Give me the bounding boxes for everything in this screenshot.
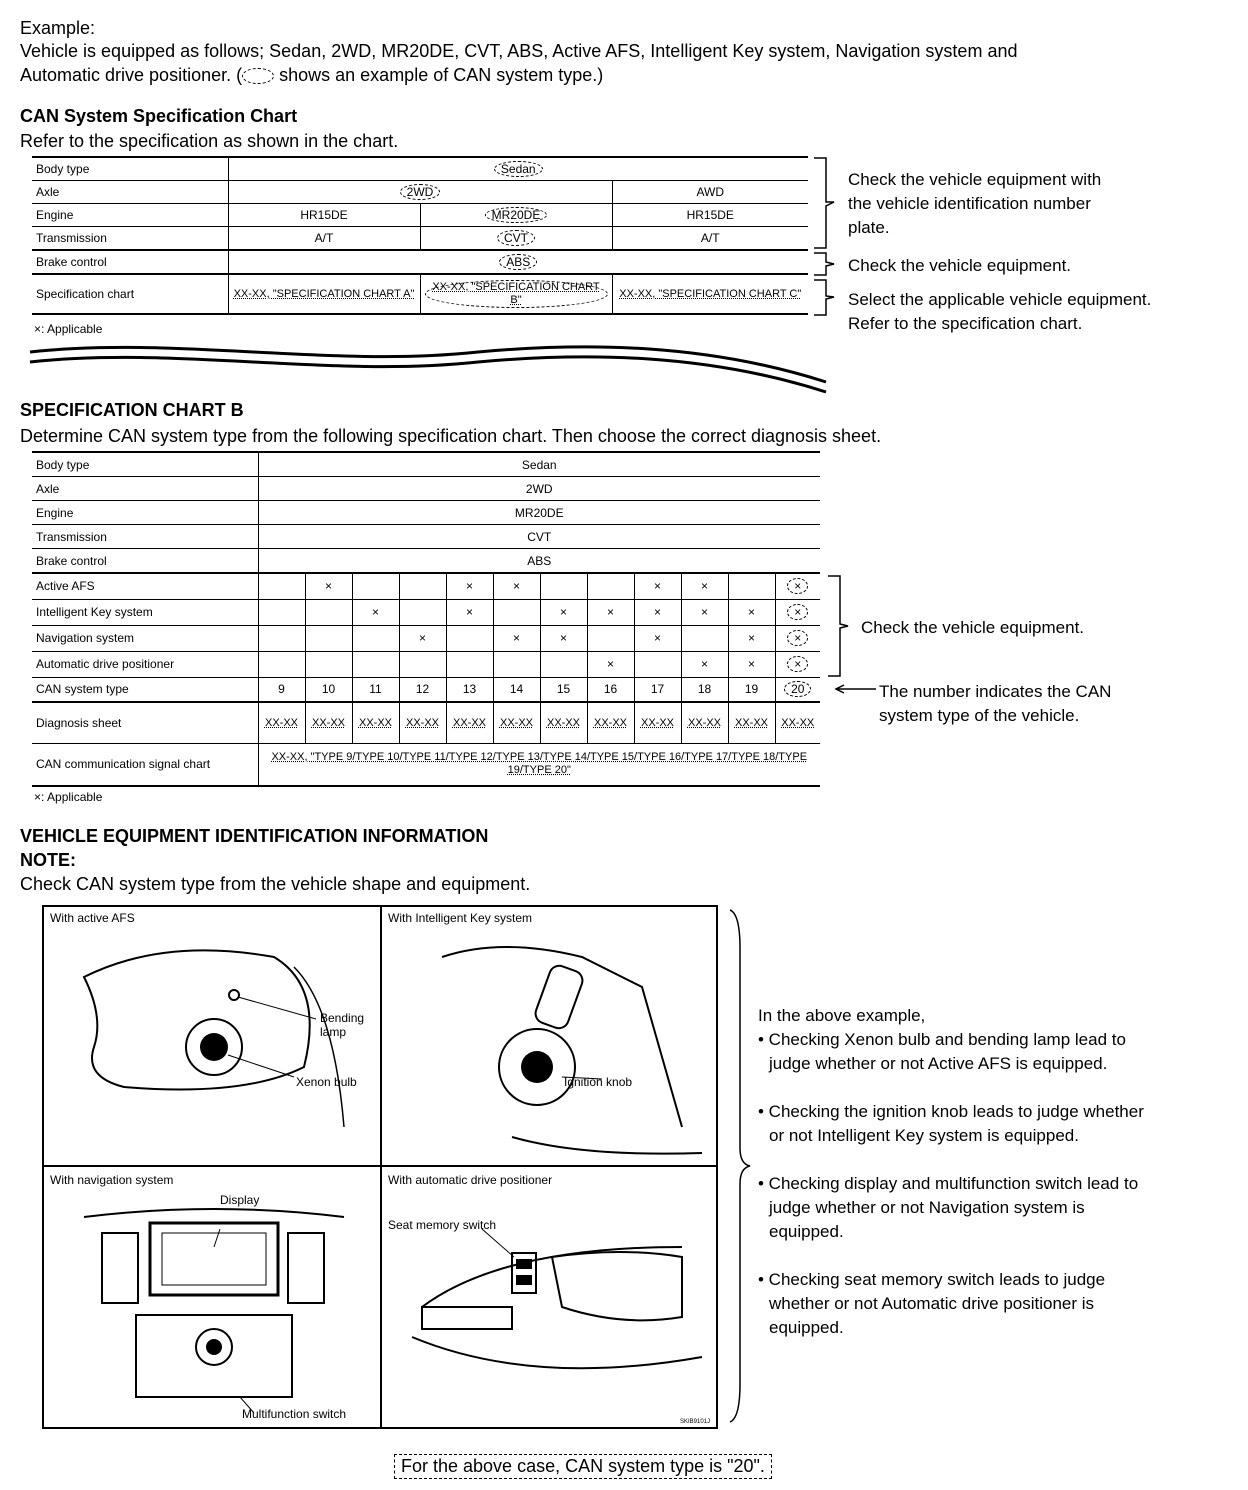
row-label: Diagnosis sheet [32, 702, 258, 744]
row-value: ABS [258, 549, 820, 574]
cell: × [493, 573, 540, 599]
cell-selected: × [787, 604, 808, 620]
cell [305, 599, 352, 625]
diagnosis-link[interactable]: XX-XX [499, 717, 533, 730]
type-cell: 16 [587, 677, 634, 702]
diagnosis-link[interactable]: XX-XX [358, 717, 392, 730]
row-label: Transmission [32, 525, 258, 549]
chart-b-note-number-line: system type of the vehicle. [879, 706, 1080, 725]
explanation-line: • Checking Xenon bulb and bending lamp lead to [758, 1030, 1126, 1049]
explanation-line: or not Intelligent Key system is equipped. [769, 1126, 1079, 1145]
signal-chart-link[interactable]: XX-XX, "TYPE 9/TYPE 10/TYPE 11/TYPE 12/TYPE 13/TYPE 14/TYPE 15/TYPE 16/TYPE 17/TYPE 18/TYPE 19/TYPE 20" [271, 751, 808, 777]
spec-chart-legend: ×: Applicable [34, 322, 103, 336]
cell: × [493, 625, 540, 651]
table-row [32, 651, 820, 677]
row-value: MR20DE [258, 501, 820, 525]
cell: × [587, 599, 634, 625]
table-row [32, 250, 808, 274]
row-label: Active AFS [32, 573, 258, 599]
row-label: Engine [32, 501, 258, 525]
cell: × [305, 573, 352, 599]
label-seat-memory-switch: Seat memory switch [388, 1218, 497, 1232]
figure-bracket [728, 908, 758, 1424]
spec-note-1-line: plate. [848, 218, 890, 237]
diagnosis-link[interactable]: XX-XX [546, 717, 580, 730]
row-value: CVT [258, 525, 820, 549]
cell [399, 651, 446, 677]
type-cell: 12 [399, 677, 446, 702]
table-row [32, 181, 808, 204]
axle-value-awd: AWD [612, 181, 808, 204]
type-cell: 15 [540, 677, 587, 702]
table-row [32, 227, 808, 251]
spec-chart-subtitle: Refer to the specification as shown in the chart. [20, 131, 399, 151]
row-label: CAN system type [32, 677, 258, 702]
cell [305, 651, 352, 677]
label-bending-lamp [320, 1011, 364, 1039]
chart-b-legend: ×: Applicable [34, 790, 103, 804]
type-cell-selected: 20 [784, 681, 811, 697]
cell [446, 625, 493, 651]
chart-b-brackets [826, 574, 880, 704]
ident-note-text: Check CAN system type from the vehicle shape and equipment. [20, 874, 531, 894]
spec-chart-link-b[interactable]: XX-XX, "SPECIFICATION CHART B" [425, 280, 608, 308]
spec-note-3-line: Refer to the specification chart. [848, 314, 1083, 333]
engine-value: HR15DE [228, 204, 420, 227]
type-cell: 18 [681, 677, 728, 702]
explanation-line: • Checking seat memory switch leads to judge [758, 1270, 1106, 1289]
cell: × [681, 599, 728, 625]
cell [258, 625, 305, 651]
row-label: Body type [32, 452, 258, 477]
cell: × [446, 599, 493, 625]
figure-frame [42, 905, 718, 1429]
diagnosis-link[interactable]: XX-XX [593, 717, 627, 730]
cell [446, 651, 493, 677]
cell: × [681, 651, 728, 677]
table-row [32, 525, 820, 549]
table-row [32, 501, 820, 525]
row-label: Navigation system [32, 625, 258, 651]
example-line2 [20, 65, 603, 86]
explanation-line: equipped. [769, 1222, 844, 1241]
chart-b-note-number-line: The number indicates the CAN [879, 682, 1112, 701]
cell [305, 625, 352, 651]
row-label: Specification chart [32, 274, 228, 314]
type-cell: 19 [728, 677, 775, 702]
type-cell: 17 [634, 677, 681, 702]
chart-b-title: SPECIFICATION CHART B [20, 400, 244, 420]
explanation-line: judge whether or not Active AFS is equipped. [769, 1054, 1108, 1073]
table-row [32, 573, 820, 599]
spec-note-3-line: Select the applicable vehicle equipment. [848, 290, 1152, 309]
cell [540, 573, 587, 599]
chart-b-note-check: Check the vehicle equipment. [861, 618, 1085, 637]
cell [587, 625, 634, 651]
panel-nav-title: With navigation system [50, 1173, 174, 1187]
diagnosis-link[interactable]: XX-XX [405, 717, 439, 730]
spec-note-1-line: Check the vehicle equipment with [848, 170, 1102, 189]
label-bending-lamp-line: Bending [320, 1011, 365, 1025]
spec-note-2: Check the vehicle equipment. [848, 256, 1072, 275]
row-value: 2WD [258, 477, 820, 501]
explanation-line: equipped. [769, 1318, 844, 1337]
diagnosis-link[interactable]: XX-XX [734, 717, 768, 730]
type-cell: 9 [258, 677, 305, 702]
cell: × [587, 651, 634, 677]
cell [540, 651, 587, 677]
cell [352, 625, 399, 651]
row-label: Axle [32, 477, 258, 501]
cell: × [446, 573, 493, 599]
cell: × [540, 599, 587, 625]
spec-note-1 [848, 168, 1101, 240]
table-row [32, 477, 820, 501]
chart-b-subtitle: Determine CAN system type from the following specification chart. Then choose the correct diagnosis sheet. [20, 426, 882, 446]
diagnosis-link[interactable]: XX-XX [452, 717, 486, 730]
row-label: Transmission [32, 227, 228, 251]
diagnosis-link[interactable]: XX-XX [311, 717, 345, 730]
figure-divider-h [44, 1165, 716, 1167]
cell: × [352, 599, 399, 625]
spec-chart-table [32, 156, 808, 315]
cell [493, 599, 540, 625]
explanation-line: judge whether or not Navigation system is [769, 1198, 1085, 1217]
spec-chart-title: CAN System Specification Chart [20, 106, 298, 126]
table-row [32, 625, 820, 651]
table-row [32, 744, 820, 786]
spec-note-3 [848, 288, 1151, 336]
cell-selected: × [787, 578, 808, 594]
row-label: Intelligent Key system [32, 599, 258, 625]
cell [399, 599, 446, 625]
row-label: Automatic drive positioner [32, 651, 258, 677]
diagnosis-link[interactable]: XX-XX [687, 717, 721, 730]
row-label: Axle [32, 181, 228, 204]
table-row [32, 599, 820, 625]
cell [587, 573, 634, 599]
spec-chart-link-a[interactable]: XX-XX, "SPECIFICATION CHART A" [233, 287, 415, 300]
cell [258, 573, 305, 599]
example-line1: Vehicle is equipped as follows; Sedan, 2WD, MR20DE, CVT, ABS, Active AFS, Intelligent Key system, Navigation system and [20, 41, 1018, 61]
ignition-drawing [382, 927, 716, 1163]
ident-title: VEHICLE EQUIPMENT IDENTIFICATION INFORMATION [20, 826, 489, 846]
cell [399, 573, 446, 599]
cell [352, 651, 399, 677]
label-display: Display [220, 1193, 260, 1207]
explanation-intro: In the above example, [758, 1006, 926, 1025]
example-line2-post: shows an example of CAN system type.) [279, 65, 604, 85]
spec-brackets [812, 156, 848, 321]
label-xenon-bulb: Xenon bulb [296, 1075, 357, 1089]
body-type-value: Sedan [494, 161, 543, 177]
cell: × [681, 573, 728, 599]
cell [258, 651, 305, 677]
row-label: CAN communication signal chart [32, 744, 258, 786]
example-line2-pre: Automatic drive positioner. ( [20, 65, 243, 85]
cell [258, 599, 305, 625]
row-label: Engine [32, 204, 228, 227]
dashed-oval-icon [242, 68, 274, 84]
engine-value: HR15DE [612, 204, 808, 227]
diagnosis-link[interactable]: XX-XX [640, 717, 674, 730]
cell [352, 573, 399, 599]
transmission-value: A/T [612, 227, 808, 251]
transmission-value: A/T [228, 227, 420, 251]
cell-selected: × [787, 656, 808, 672]
cell: × [634, 599, 681, 625]
brake-value: ABS [499, 254, 537, 270]
label-ignition-knob: Ignition knob [564, 1075, 633, 1089]
panel-key-title: With Intelligent Key system [388, 911, 533, 925]
headlamp-drawing [44, 927, 380, 1163]
explanation-line: whether or not Automatic drive positioner is [769, 1294, 1095, 1313]
cell: × [634, 573, 681, 599]
cell [493, 651, 540, 677]
cell: × [728, 651, 775, 677]
example-label: Example: [20, 18, 96, 38]
spec-chart-link-c[interactable]: XX-XX, "SPECIFICATION CHART C" [619, 287, 802, 300]
cell: × [728, 599, 775, 625]
row-label: Brake control [32, 549, 258, 574]
conclusion: For the above case, CAN system type is "20". [394, 1454, 772, 1479]
engine-value-selected: MR20DE [485, 207, 548, 223]
table-row [32, 452, 820, 477]
row-label: Brake control [32, 250, 228, 274]
row-value: Sedan [258, 452, 820, 477]
diagnosis-link[interactable]: XX-XX [781, 717, 815, 730]
explanation-line: • Checking the ignition knob leads to judge whether [758, 1102, 1144, 1121]
row-label: Body type [32, 157, 228, 181]
table-row [32, 157, 808, 181]
transmission-value-selected: CVT [497, 230, 535, 246]
explanation [758, 1004, 1144, 1340]
navigation-drawing [44, 1207, 380, 1425]
cell-selected: × [787, 630, 808, 646]
axle-value-2wd: 2WD [400, 184, 441, 200]
chart-b-table [32, 451, 820, 787]
door-panel-drawing [382, 1207, 716, 1425]
table-row [32, 677, 820, 702]
type-cell: 14 [493, 677, 540, 702]
table-row [32, 204, 808, 227]
cell [728, 573, 775, 599]
cell: × [728, 625, 775, 651]
cell [634, 651, 681, 677]
type-cell: 11 [352, 677, 399, 702]
diagnosis-link[interactable]: XX-XX [264, 717, 298, 730]
cell: × [634, 625, 681, 651]
explanation-line: • Checking display and multifunction switch lead to [758, 1174, 1139, 1193]
chart-b-note-number [879, 680, 1111, 728]
table-row [32, 274, 808, 314]
cell: × [399, 625, 446, 651]
spec-note-1-line: the vehicle identification number [848, 194, 1091, 213]
cell: × [540, 625, 587, 651]
type-cell: 10 [305, 677, 352, 702]
label-bending-lamp-line: lamp [320, 1025, 347, 1039]
panel-afs-title: With active AFS [50, 911, 135, 925]
cell [681, 625, 728, 651]
table-row [32, 549, 820, 574]
ident-note-label: NOTE: [20, 850, 76, 870]
break-wave [28, 338, 828, 394]
table-row [32, 702, 820, 744]
panel-seat-title: With automatic drive positioner [388, 1173, 553, 1187]
label-multifunction-switch: Multifunction switch [242, 1407, 347, 1421]
type-cell: 13 [446, 677, 493, 702]
figure-code: SKIB9101J [679, 1419, 710, 1425]
